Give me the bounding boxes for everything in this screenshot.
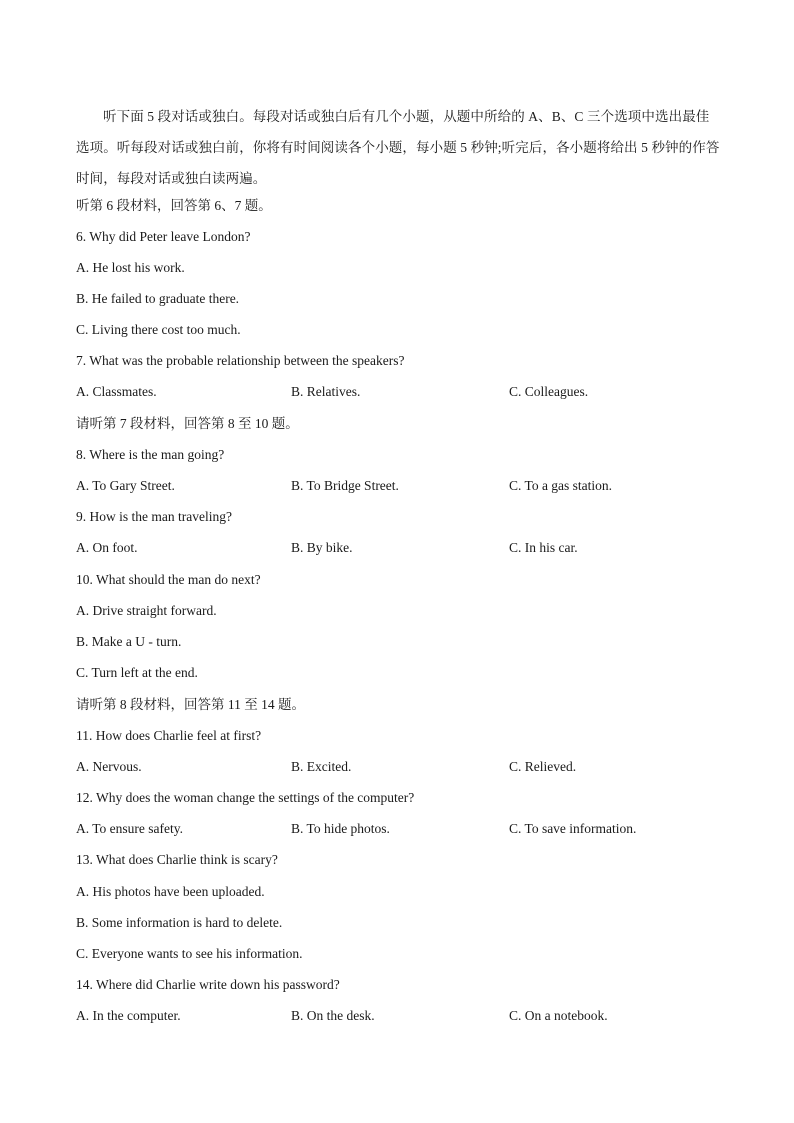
question-14-option-a: A. In the computer. [76, 1008, 181, 1023]
question-7-option-b: B. Relatives. [291, 384, 361, 399]
question-9-option-b: B. By bike. [291, 540, 353, 555]
question-6-option-c: C. Living there cost too much. [76, 322, 241, 337]
question-10-option-c: C. Turn left at the end. [76, 665, 198, 680]
question-12-option-a: A. To ensure safety. [76, 821, 184, 836]
question-9-option-c: C. In his car. [509, 540, 578, 555]
question-12-option-c: C. To save information. [509, 821, 637, 836]
question-9-options [0, 538, 794, 558]
question-6-option-b: B. He failed to graduate there. [76, 291, 240, 306]
question-14-options [0, 1006, 794, 1026]
question-8-option-a: A. To Gary Street. [76, 478, 175, 493]
section-7-heading: 请听第 7 段材料，回答第 8 至 10 题。 [76, 416, 299, 431]
question-8-stem: 8. Where is the man going? [76, 447, 225, 462]
question-14-option-c: C. On a notebook. [509, 1008, 608, 1023]
question-11-option-c: C. Relieved. [509, 759, 577, 774]
question-13-option-b: B. Some information is hard to delete. [76, 915, 283, 930]
instructions-paragraph: 听下面 5 段对话或独白。每段对话或独白后有几个小题，从题中所给的 A、B、C 三个选项中选出最佳选项。听每段对话或独白前，你将有时间阅读各个小题，每小题 5 秒钟;听完后，各小题将给出 5 秒钟的作答时间，每段对话或独白读两遍。 [76, 109, 720, 186]
question-8-option-c: C. To a gas station. [509, 478, 613, 493]
section-8-heading: 请听第 8 段材料，回答第 11 至 14 题。 [76, 697, 305, 712]
question-11-option-a: A. Nervous. [76, 759, 142, 774]
question-11-stem: 11. How does Charlie feel at first? [76, 728, 262, 743]
question-14-option-b: B. On the desk. [291, 1008, 375, 1023]
question-7-option-c: C. Colleagues. [509, 384, 589, 399]
question-7-options [0, 382, 794, 402]
question-10-option-b: B. Make a U - turn. [76, 634, 182, 649]
question-10-option-a: A. Drive straight forward. [76, 603, 217, 618]
question-13-option-a: A. His photos have been uploaded. [76, 884, 265, 899]
question-10-stem: 10. What should the man do next? [76, 572, 261, 587]
question-7-stem: 7. What was the probable relationship between the speakers? [76, 353, 405, 368]
question-12-stem: 12. Why does the woman change the settings of the computer? [76, 790, 415, 805]
question-9-option-a: A. On foot. [76, 540, 138, 555]
question-11-options [0, 757, 794, 777]
question-11-option-b: B. Excited. [291, 759, 352, 774]
question-8-options [0, 476, 794, 496]
question-12-options [0, 819, 794, 839]
question-8-option-b: B. To Bridge Street. [291, 478, 399, 493]
question-14-stem: 14. Where did Charlie write down his password? [76, 977, 340, 992]
question-7-option-a: A. Classmates. [76, 384, 157, 399]
question-12-option-b: B. To hide photos. [291, 821, 390, 836]
section-6-heading: 听第 6 段材料，回答第 6、7 题。 [76, 198, 272, 213]
question-9-stem: 9. How is the man traveling? [76, 509, 232, 524]
question-13-option-c: C. Everyone wants to see his information. [76, 946, 303, 961]
question-6-stem: 6. Why did Peter leave London? [76, 229, 251, 244]
question-13-stem: 13. What does Charlie think is scary? [76, 852, 278, 867]
question-6-option-a: A. He lost his work. [76, 260, 185, 275]
